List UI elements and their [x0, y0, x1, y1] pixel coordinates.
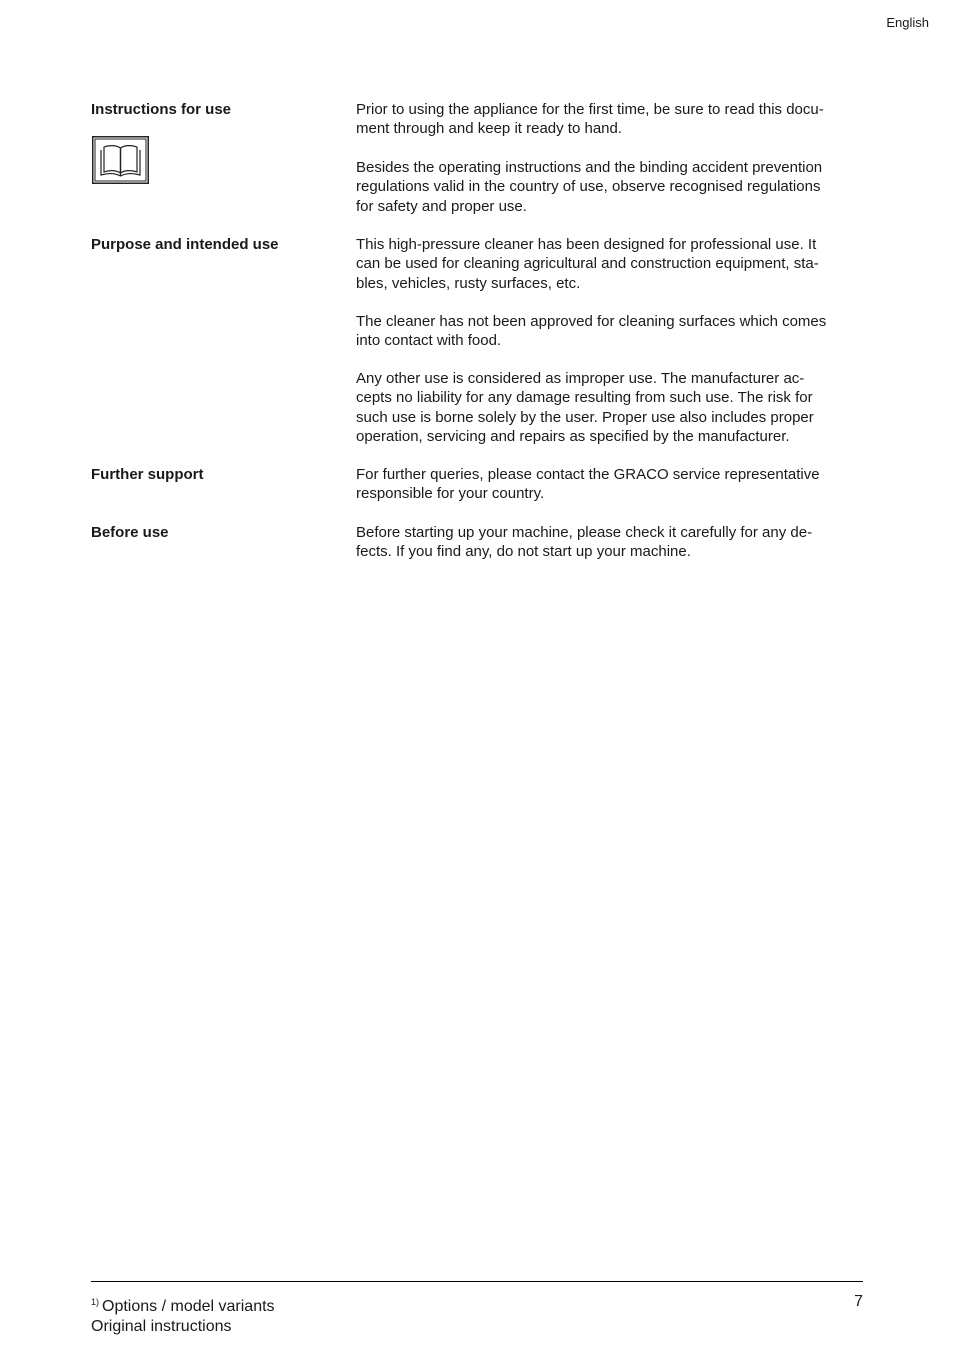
text-line: Any other use is considered as improper use. The manufacturer ac-	[356, 370, 805, 387]
page-number: 7	[854, 1293, 863, 1310]
paragraph	[356, 158, 866, 216]
paragraph	[356, 312, 866, 351]
section-heading-instructions: Instructions for use	[91, 101, 232, 118]
footer-notes	[91, 1292, 275, 1337]
text-line: responsible for your country.	[356, 485, 545, 503]
language-label: English	[886, 15, 929, 30]
paragraph	[356, 369, 866, 446]
text-line: The cleaner has not been approved for cleaning surfaces which comes	[356, 313, 827, 330]
footnote	[91, 1292, 275, 1317]
text-line: regulations valid in the country of use, observe recognised regulations	[356, 178, 821, 196]
footnote-marker: 1)	[91, 1297, 100, 1307]
text-line: ment through and keep it ready to hand.	[356, 120, 623, 138]
text-line: Besides the operating instructions and the binding accident prevention	[356, 159, 823, 176]
text-line: into contact with food.	[356, 332, 502, 350]
footnote-text: Options / model variants	[102, 1298, 275, 1315]
text-line: for safety and proper use.	[356, 197, 527, 215]
text-line: operation, servicing and repairs as specified by the manufacturer.	[356, 427, 790, 445]
document-type: Original instructions	[91, 1318, 232, 1335]
text-line: can be used for cleaning agricultural and construction equipment, sta-	[356, 255, 819, 273]
open-book-icon	[92, 136, 149, 184]
section-heading-before-use: Before use	[91, 524, 169, 541]
text-line: such use is borne solely by the user. Proper use also includes proper	[356, 408, 814, 426]
section-heading-purpose: Purpose and intended use	[91, 236, 279, 253]
text-line: For further queries, please contact the GRACO service representative	[356, 466, 820, 483]
text-line: This high-pressure cleaner has been designed for professional use. It	[356, 236, 817, 253]
paragraph	[356, 235, 866, 293]
footer-divider	[91, 1281, 863, 1282]
text-line: cepts no liability for any damage resulting from such use. The risk for	[356, 389, 813, 407]
text-line: Before starting up your machine, please check it carefully for any de-	[356, 524, 813, 541]
section-heading-further-support: Further support	[91, 466, 204, 483]
paragraph	[356, 523, 866, 562]
text-line: bles, vehicles, rusty surfaces, etc.	[356, 274, 581, 292]
paragraph	[356, 100, 866, 139]
text-line: fects. If you find any, do not start up your machine.	[356, 543, 691, 561]
paragraph	[356, 465, 866, 504]
text-line: Prior to using the appliance for the first time, be sure to read this docu-	[356, 101, 824, 118]
